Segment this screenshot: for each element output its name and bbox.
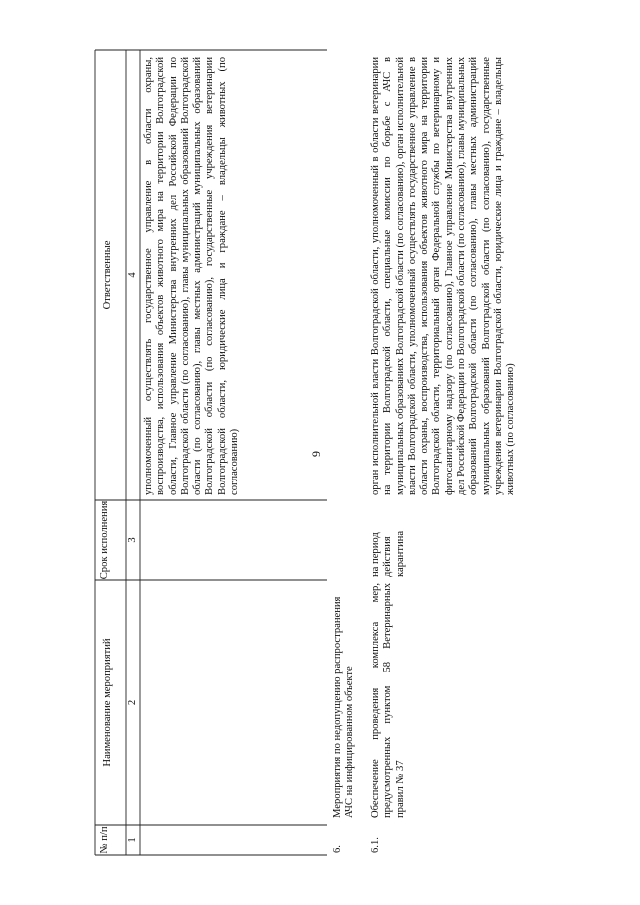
header-name: Наименование мероприятий [102, 638, 113, 767]
row-6-1-number: 6.1. [370, 837, 381, 853]
table-sheet [50, 40, 590, 900]
column-number-1: 1 [127, 837, 138, 843]
row-6-1-measure: Обеспечение проведения комплекса мер, предусмотренных пунктом 58 Ветеринарных правил № 37 [370, 583, 406, 818]
row-6-number: 6. [332, 845, 343, 853]
page-number: 9 [309, 451, 323, 457]
row-6-1-responsible: орган исполнительной власти Волгоградской области, уполномоченный в области ветеринарии на территории Волгоградской области, специальные комиссии по борьбе с АЧС в муниципальных образованиях Волгоградской области (по согласованию), орган исполнительной власти Волгоградской области, уполномоченный осуществлять государственное управление в области охраны, воспроизводства, использования объектов животного мира на территории Волгоградской области, территориальный орган Федеральной службы по ветеринарному и фитосанитарному надзору (по согласованию), Главное управление Министерства внутренних дел Российской Федерации по Волгоградской области (по согласованию), главы муниципальных образований Волгоградской области (по согласованию), главы местных администраций муниципальных образований Волгоградской области (по согласованию), государственные учреждения ветеринарии Волгоградской области, юридические лица и граждане – владельцы животных (по согласованию) [370, 57, 517, 495]
column-number-2: 2 [127, 699, 138, 706]
header-no: № п/п [99, 826, 110, 854]
row-6-title: Мероприятия по недопущению распространения АЧС на инфицированном объекте [332, 596, 356, 818]
header-term: Срок исполнения [99, 500, 110, 580]
continuation-responsible: уполномоченный осуществлять государственное управление в области охраны, воспроизводства, использования объектов животного мира на территории Волгоградской области, Главное управление Министерства внутренних дел Российской Федерации по Волгоградской области (по согласованию), главы муниципальных образований Волгоградской области (по согласованию), главы местных администраций муниципальных образований Волгоградской области (по согласованию), государственные учреждения ветеринарии Волгоградской области, юридические лица и граждане – владельцы животных (по согласованию) [143, 57, 241, 495]
column-number-3: 3 [127, 537, 138, 543]
header-responsible: Ответственные [102, 240, 113, 310]
column-number-4: 4 [127, 272, 138, 278]
row-6-1-term: на период действия карантина [370, 530, 406, 577]
